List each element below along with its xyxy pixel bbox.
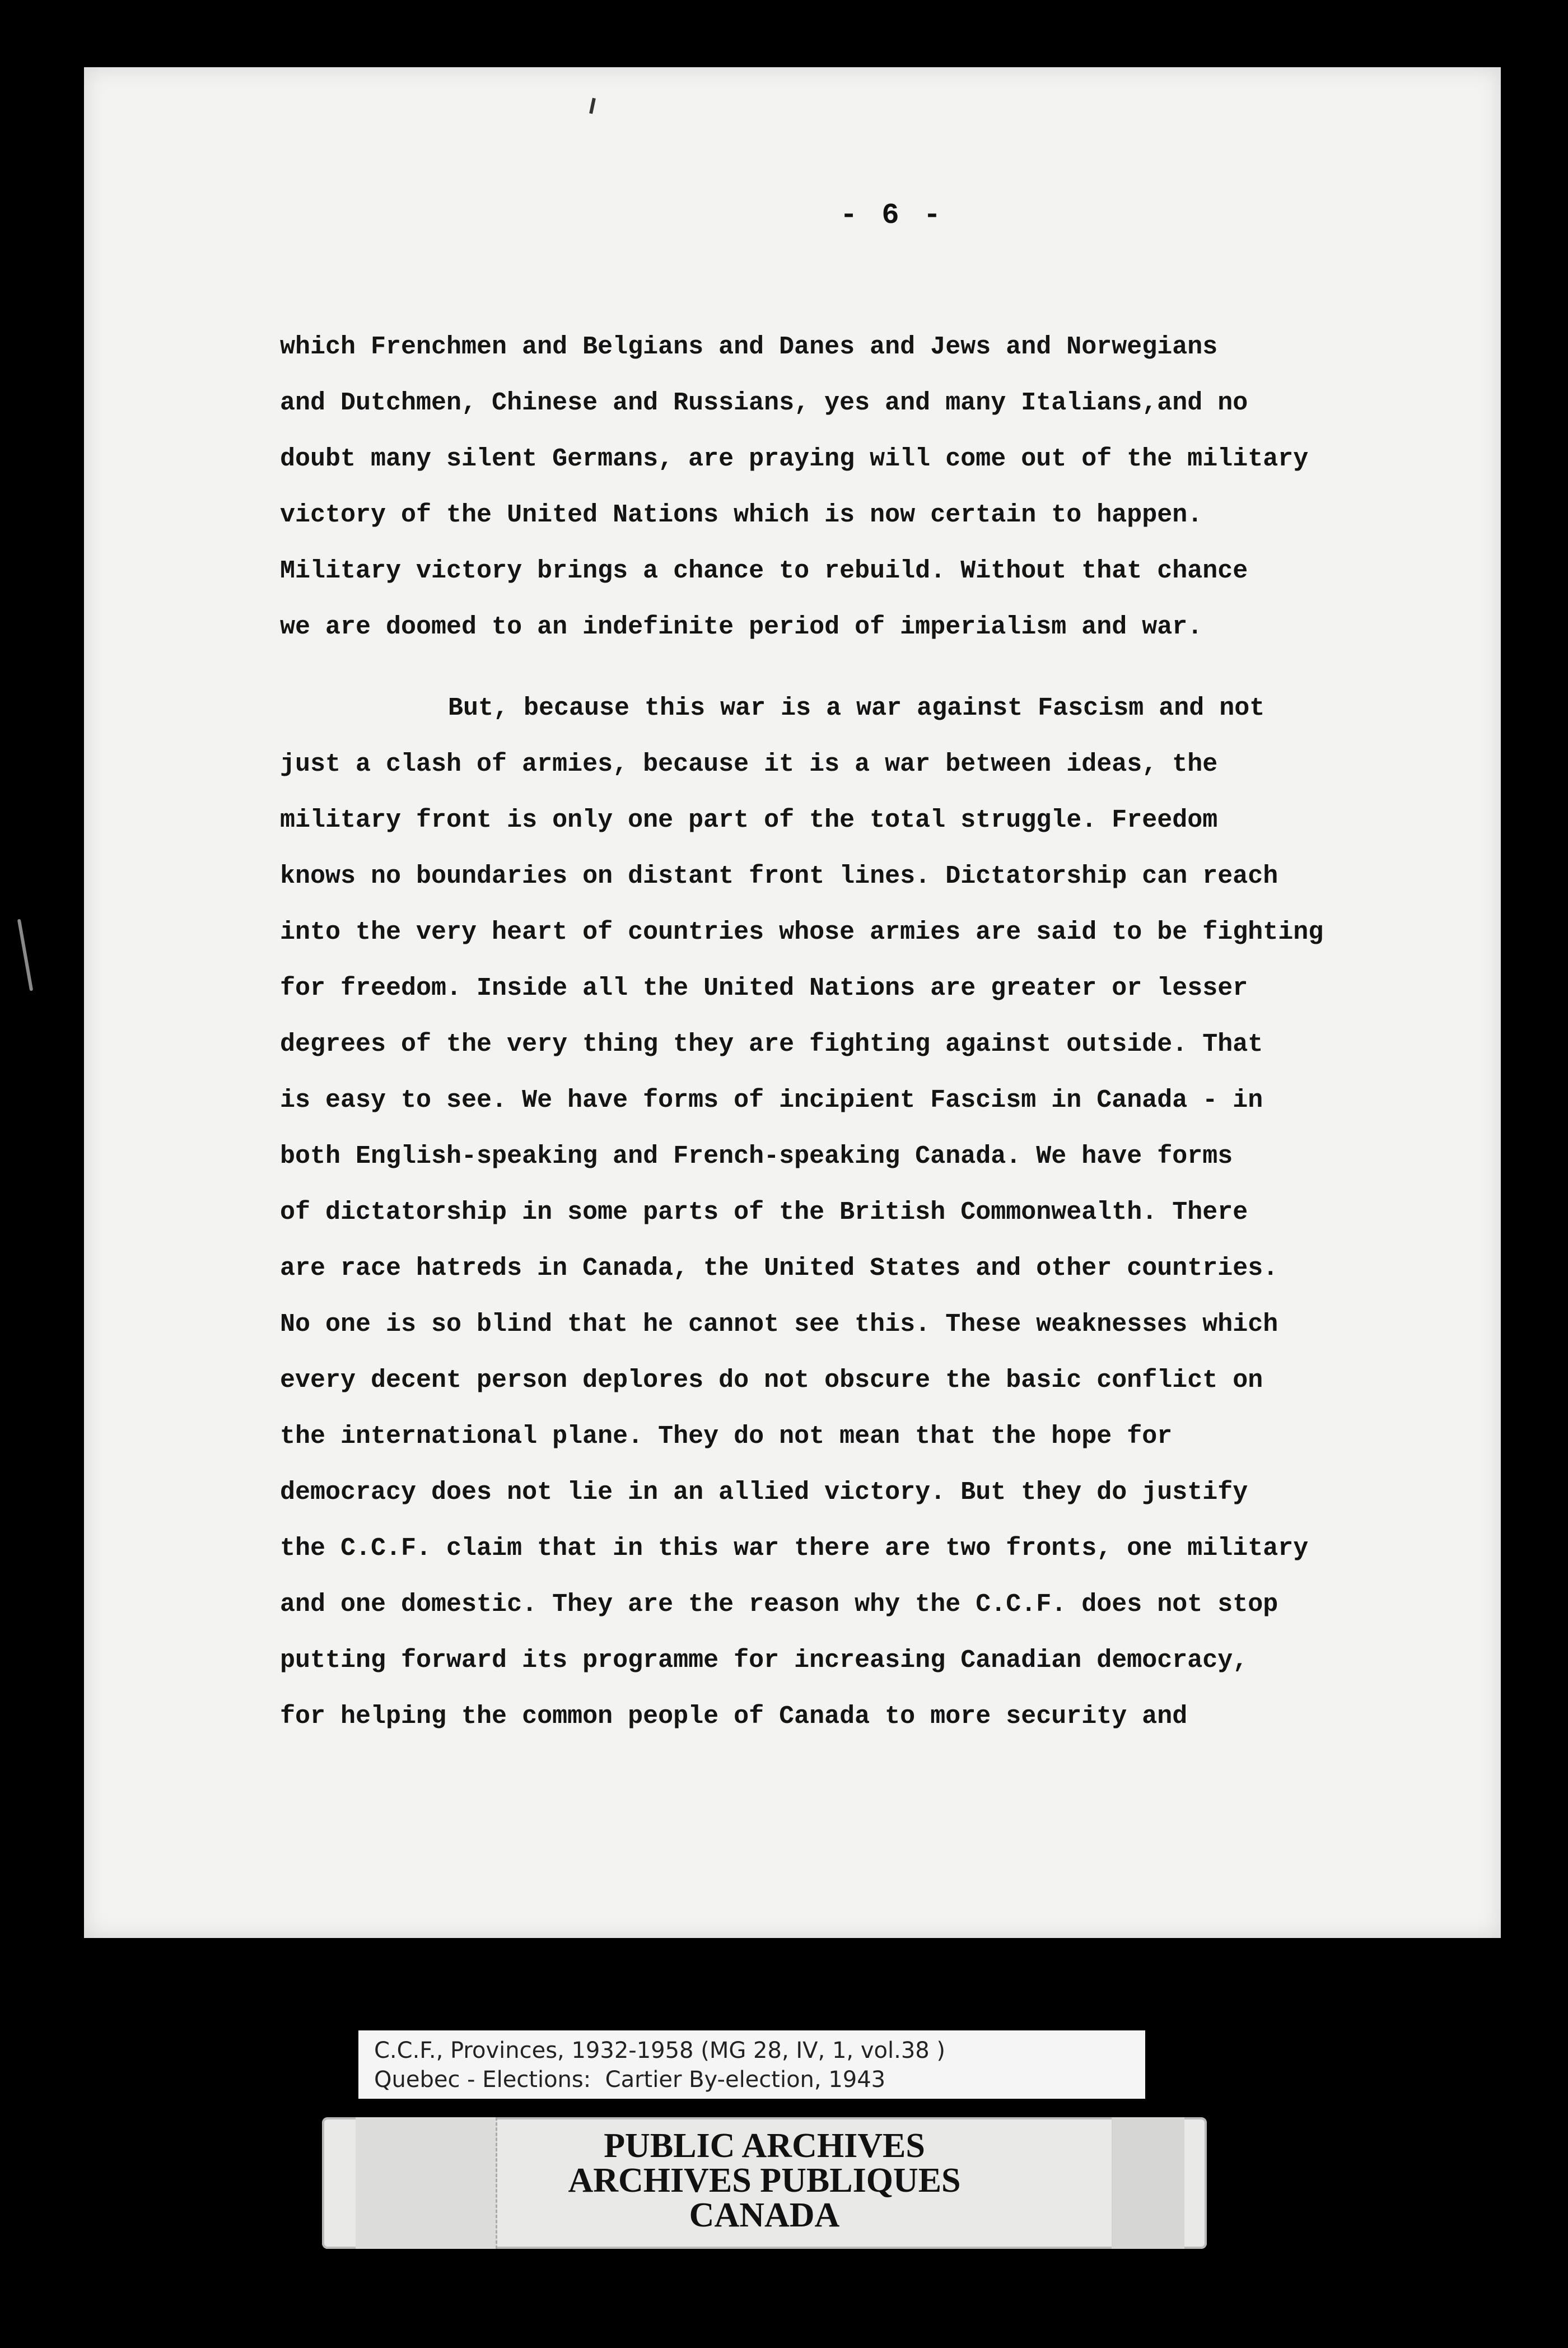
text-line: of dictatorship in some parts of the British Commonwealth. There — [280, 1198, 1248, 1227]
pencil-mark — [589, 98, 596, 114]
text-line: we are doomed to an indefinite period of imperialism and war. — [280, 613, 1203, 641]
text-line: Military victory brings a chance to rebuild. Without that chance — [280, 557, 1248, 585]
text-line: for freedom. Inside all the United Nations are greater or lesser — [280, 974, 1248, 1003]
archives-stamp — [322, 2117, 1207, 2249]
text-line: putting forward its programme for increasing Canadian democracy, — [280, 1646, 1248, 1675]
text-line: every decent person deplores do not obscure the basic conflict on — [280, 1366, 1263, 1395]
text-line: is easy to see. We have forms of incipient Fascism in Canada - in — [280, 1086, 1263, 1115]
stamp-line-1: PUBLIC ARCHIVES — [604, 2127, 925, 2165]
text-line: knows no boundaries on distant front lines. Dictatorship can reach — [280, 862, 1278, 891]
text-line: the international plane. They do not mean that the hope for — [280, 1422, 1173, 1451]
text-line: No one is so blind that he cannot see this. These weaknesses which — [280, 1310, 1278, 1339]
text-line: doubt many silent Germans, are praying will come out of the military — [280, 445, 1309, 473]
text-line: military front is only one part of the total struggle. Freedom — [280, 806, 1218, 835]
text-line: But, because this war is a war against Fascism and not — [448, 694, 1265, 723]
text-line: the C.C.F. claim that in this war there are two fronts, one military — [280, 1534, 1309, 1563]
stamp-line-2: ARCHIVES PUBLIQUES — [568, 2161, 961, 2200]
text-line: into the very heart of countries whose armies are said to be fighting — [280, 918, 1324, 947]
stamp-text — [322, 2128, 1207, 2233]
document-page — [84, 67, 1501, 1938]
text-line: victory of the United Nations which is now certain to happen. — [280, 501, 1203, 529]
page-number: - 6 - — [840, 199, 945, 232]
text-line: and one domestic. They are the reason why the C.C.F. does not stop — [280, 1590, 1278, 1619]
document-body — [280, 319, 1512, 1745]
text-line: for helping the common people of Canada to more security and — [280, 1702, 1188, 1731]
text-line: are race hatreds in Canada, the United States and other countries. — [280, 1254, 1278, 1283]
stamp-line-3: CANADA — [689, 2196, 840, 2234]
text-line: just a clash of armies, because it is a war between ideas, the — [280, 750, 1218, 779]
text-line: degrees of the very thing they are fighting against outside. That — [280, 1030, 1263, 1059]
citation-line-1: C.C.F., Provinces, 1932-1958 (MG 28, IV, 1, vol.38 ) — [374, 2038, 946, 2063]
citation-line-2: Quebec - Elections: Cartier By-election, 1943 — [374, 2067, 886, 2093]
text-line: democracy does not lie in an allied victory. But they do justify — [280, 1478, 1248, 1507]
film-edge-mark — [17, 919, 33, 991]
paragraph-2 — [280, 681, 1512, 1745]
text-line: and Dutchmen, Chinese and Russians, yes and many Italians,and no — [280, 389, 1248, 417]
text-line: which Frenchmen and Belgians and Danes and Jews and Norwegians — [280, 333, 1218, 361]
text-line: both English-speaking and French-speaking Canada. We have forms — [280, 1142, 1233, 1171]
archive-citation-label — [358, 2030, 1145, 2099]
paragraph-1 — [280, 319, 1512, 655]
